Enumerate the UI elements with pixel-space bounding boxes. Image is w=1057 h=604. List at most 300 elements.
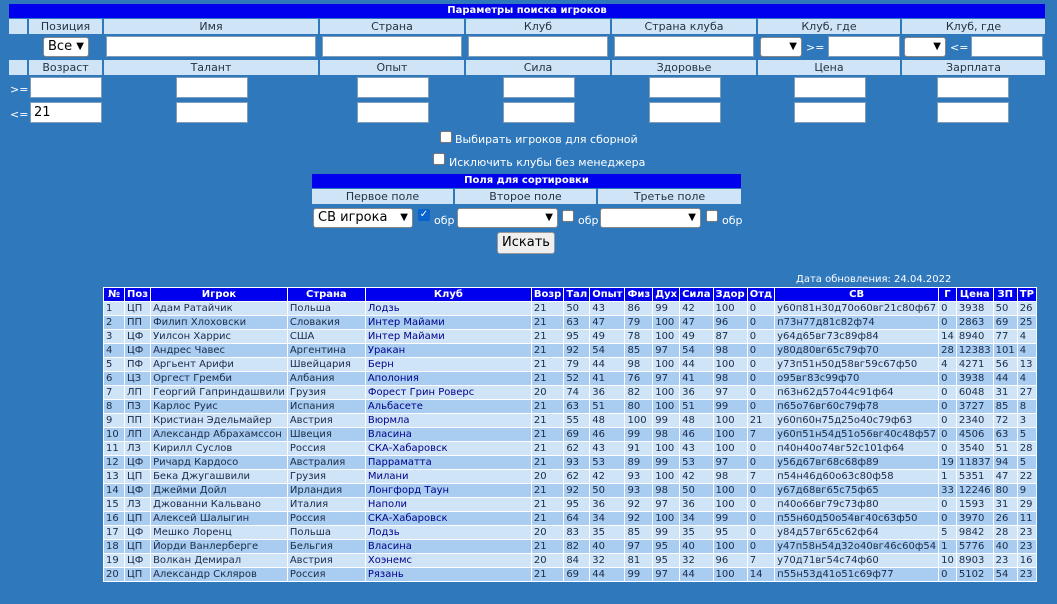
table-cell: ПП xyxy=(125,316,150,329)
table-cell: ЦП xyxy=(125,470,150,483)
table-cell: 100 xyxy=(714,442,747,455)
table-cell: 19 xyxy=(104,554,124,567)
table-cell: 95 xyxy=(564,498,589,511)
table-row xyxy=(104,372,1036,385)
search-panel-title: Параметры поиска игроков xyxy=(9,4,1045,18)
table-cell: п54н46д60о63с80ф58 xyxy=(775,470,938,483)
table-cell: 100 xyxy=(714,428,747,441)
table-cell: 63 xyxy=(564,316,589,329)
table-cell: 27 xyxy=(1018,386,1036,399)
table-cell: 2 xyxy=(104,316,124,329)
club-link[interactable]: Лодзь xyxy=(366,526,531,539)
club-link[interactable]: Хоэнемс xyxy=(366,554,531,567)
club-link[interactable]: СКА-Хабаровск xyxy=(366,442,531,455)
table-cell: 50 xyxy=(590,484,624,497)
table-cell: 100 xyxy=(653,386,679,399)
table-cell: 1 xyxy=(104,302,124,315)
table-cell: 4 xyxy=(1018,344,1036,357)
table-cell: 21 xyxy=(532,484,563,497)
sort-second-reverse-checkbox[interactable] xyxy=(562,210,574,222)
table-row xyxy=(104,358,1036,371)
talent-max-input[interactable] xyxy=(176,102,248,123)
table-cell: Аргентина xyxy=(288,344,365,357)
table-cell: 100 xyxy=(653,512,679,525)
table-cell: 62 xyxy=(564,470,589,483)
table-cell: 80 xyxy=(625,400,652,413)
table-cell: 26 xyxy=(994,512,1017,525)
table-cell: 0 xyxy=(939,302,956,315)
table-cell: 12 xyxy=(104,456,124,469)
table-cell: 100 xyxy=(653,470,679,483)
table-cell: 100 xyxy=(653,358,679,371)
column-header[interactable]: Тал xyxy=(566,289,588,300)
table-cell: 79 xyxy=(564,358,589,371)
table-cell: 0 xyxy=(939,512,956,525)
table-cell: 0 xyxy=(939,400,956,413)
table-cell: 21 xyxy=(532,302,563,315)
table-cell: у70д71вг54с74ф60 xyxy=(775,554,938,567)
table-cell: ЦЗ xyxy=(125,372,150,385)
table-cell: 21 xyxy=(532,414,563,427)
table-cell: ЛП xyxy=(125,428,150,441)
table-cell: 0 xyxy=(748,302,774,315)
salary-max-input[interactable] xyxy=(937,102,1009,123)
column-header[interactable]: Здор xyxy=(715,289,745,300)
table-cell: 21 xyxy=(532,358,563,371)
table-cell: 3938 xyxy=(957,372,993,385)
table-cell: 28 xyxy=(994,526,1017,539)
table-cell: 0 xyxy=(939,498,956,511)
table-cell: 23 xyxy=(994,554,1017,567)
table-cell: 21 xyxy=(748,414,774,427)
table-cell: 8940 xyxy=(957,330,993,343)
table-cell: ЦФ xyxy=(125,456,150,469)
salary-min-input[interactable] xyxy=(937,77,1009,98)
table-cell: 47 xyxy=(994,470,1017,483)
club-link[interactable]: Интер Майами xyxy=(366,330,531,343)
player-name-link[interactable]: Адам Ратайчик xyxy=(151,302,287,315)
column-header[interactable]: Клуб xyxy=(366,288,531,301)
table-cell: 0 xyxy=(748,442,774,455)
position-select[interactable] xyxy=(43,37,89,57)
table-row xyxy=(104,400,1036,413)
table-cell: 42 xyxy=(590,470,624,483)
row1-spacer xyxy=(9,19,27,34)
strength-min-input[interactable] xyxy=(503,77,575,98)
table-cell: у73п51н50д58вг59с67ф50 xyxy=(775,358,938,371)
price-min-input[interactable] xyxy=(794,77,866,98)
club-input[interactable] xyxy=(468,36,608,57)
player-name-link[interactable]: Георгий Гаприндашвили xyxy=(153,387,285,398)
table-cell: 9842 xyxy=(957,526,993,539)
club-where-2-select[interactable] xyxy=(904,37,946,57)
table-cell: 46 xyxy=(590,428,624,441)
table-cell: 52 xyxy=(564,372,589,385)
table-cell: 99 xyxy=(714,400,747,413)
club-where-1-input[interactable] xyxy=(828,36,900,57)
player-name-link[interactable]: Филип Хлоховски xyxy=(151,316,287,329)
table-cell: у64д65вг73с89ф84 xyxy=(775,330,938,343)
table-cell: 54 xyxy=(680,344,712,357)
table-cell: 16 xyxy=(1018,554,1036,567)
player-name-link[interactable]: Уилсон Харрис xyxy=(151,330,287,343)
table-cell: 11 xyxy=(104,442,124,455)
chevron-down-icon: ▼ xyxy=(688,212,696,223)
table-cell: 98 xyxy=(653,484,679,497)
table-cell: 100 xyxy=(714,498,747,511)
table-cell: 22 xyxy=(1018,470,1036,483)
strength-max-input[interactable] xyxy=(503,102,575,123)
player-name-link[interactable]: Кирилл Суслов xyxy=(151,442,287,455)
club-link[interactable]: Лодзь xyxy=(366,302,531,315)
table-cell: 5351 xyxy=(957,470,993,483)
club-link[interactable]: Альбасете xyxy=(366,400,531,413)
table-cell: 33 xyxy=(941,485,954,496)
table-cell: 29 xyxy=(1018,498,1036,511)
table-cell: 97 xyxy=(653,372,679,385)
column-header[interactable]: Опыт xyxy=(592,289,623,300)
club-link[interactable]: Аполония xyxy=(366,372,531,385)
player-name-link[interactable]: Аргьент Арифи xyxy=(151,358,287,371)
table-cell: Польша xyxy=(288,526,365,539)
table-cell: 43 xyxy=(590,442,624,455)
table-cell: 40 xyxy=(680,540,712,553)
player-name-link[interactable]: Йорди Ванлерберге xyxy=(151,540,287,553)
club-link[interactable]: Лонгфорд Таун xyxy=(366,484,531,497)
table-row xyxy=(104,540,1036,553)
table-header-row xyxy=(104,288,1036,301)
sort-first-header: Первое поле xyxy=(312,189,453,204)
table-cell: 92 xyxy=(625,512,652,525)
table-cell: ЦП xyxy=(125,568,150,581)
table-cell: у67д68вг65с75ф65 xyxy=(775,484,938,497)
table-cell: Ирландия xyxy=(288,484,365,497)
table-cell: 54 xyxy=(994,568,1017,581)
player-name-link[interactable]: Андрес Чавес xyxy=(151,344,287,357)
national-team-checkbox[interactable] xyxy=(440,131,452,143)
table-cell: 42 xyxy=(680,302,712,315)
health-max-input[interactable] xyxy=(649,102,721,123)
table-cell: 31 xyxy=(994,498,1017,511)
table-cell: 8 xyxy=(1018,400,1036,413)
table-cell: 0 xyxy=(748,484,774,497)
table-cell: 100 xyxy=(714,358,747,371)
table-cell: п55н53д41о51с69ф77 xyxy=(775,568,938,581)
table-cell: 1 xyxy=(939,470,956,483)
table-cell: 86 xyxy=(625,302,652,315)
health-min-input[interactable] xyxy=(649,77,721,98)
table-cell: 99 xyxy=(653,526,679,539)
experience-max-input[interactable] xyxy=(357,102,429,123)
table-cell: 96 xyxy=(714,316,747,329)
table-cell: 14 xyxy=(941,331,954,342)
table-cell: 3 xyxy=(104,330,124,343)
table-cell: у56д67вг68с68ф89 xyxy=(775,456,938,469)
table-cell: 99 xyxy=(653,456,679,469)
table-cell: 76 xyxy=(625,372,652,385)
column-header[interactable]: СВ xyxy=(775,288,938,301)
table-cell: 0 xyxy=(939,372,956,385)
player-name-link[interactable]: Оргест Гремби xyxy=(151,372,287,385)
results-table xyxy=(103,287,1037,582)
table-row xyxy=(104,386,1036,399)
table-cell: 99 xyxy=(625,428,652,441)
player-name-link[interactable]: Мешко Лоренц xyxy=(151,526,287,539)
table-row xyxy=(104,330,1036,343)
col-age: Возраст xyxy=(29,60,102,75)
table-cell: 100 xyxy=(653,400,679,413)
table-cell: 21 xyxy=(532,344,563,357)
table-cell: 47 xyxy=(680,316,712,329)
country-input[interactable] xyxy=(322,36,462,57)
player-name-link[interactable]: Карлос Руис xyxy=(151,400,287,413)
table-cell: 20 xyxy=(532,554,563,567)
table-cell: Грузия xyxy=(288,470,365,483)
table-cell: 3 xyxy=(1018,414,1036,427)
table-cell: 0 xyxy=(748,344,774,357)
table-row xyxy=(104,442,1036,455)
table-cell: 51 xyxy=(590,400,624,413)
table-cell: Швейцария xyxy=(288,358,365,371)
player-name-link[interactable]: Волкан Демирал xyxy=(151,554,287,567)
column-header[interactable]: Сила xyxy=(682,289,711,300)
club-link[interactable]: Милани xyxy=(366,470,531,483)
table-cell: 20 xyxy=(532,470,563,483)
table-cell: о95вг83с99ф70 xyxy=(775,372,938,385)
club-where-2-input[interactable] xyxy=(971,36,1043,57)
table-cell: 92 xyxy=(564,344,589,357)
table-cell: 0 xyxy=(939,414,956,427)
table-cell: 89 xyxy=(625,456,652,469)
table-cell: 0 xyxy=(748,330,774,343)
table-cell: 63 xyxy=(564,400,589,413)
club-link[interactable]: Наполи xyxy=(366,498,531,511)
club-where-2-op: <= xyxy=(950,41,969,54)
column-header[interactable]: ТР xyxy=(1019,289,1034,300)
table-cell: 0 xyxy=(939,316,956,329)
age-max-input[interactable] xyxy=(30,102,102,123)
table-cell: 53 xyxy=(590,456,624,469)
player-name-link[interactable]: Джейми Дойл xyxy=(151,484,287,497)
column-header[interactable]: Дух xyxy=(655,289,678,300)
table-cell: 69 xyxy=(994,316,1017,329)
club-link[interactable]: Уракан xyxy=(366,344,531,357)
sort-second-header: Второе поле xyxy=(455,189,596,204)
table-cell: 7 xyxy=(748,554,774,567)
table-cell: 15 xyxy=(104,498,124,511)
table-cell: 100 xyxy=(714,568,747,581)
sort-second-reverse-label: обр xyxy=(578,214,599,227)
min-row-op: >= xyxy=(10,83,29,96)
no-manager-label: Исключить клубы без менеджера xyxy=(449,156,646,169)
table-cell: 36 xyxy=(680,386,712,399)
price-max-input[interactable] xyxy=(794,102,866,123)
column-header[interactable]: Физ xyxy=(627,289,651,300)
player-name-link[interactable]: Джованни Кальвано xyxy=(151,498,287,511)
table-cell: 5 xyxy=(104,358,124,371)
table-cell: 81 xyxy=(625,554,652,567)
column-header[interactable]: Возр xyxy=(533,289,562,300)
table-cell: 63 xyxy=(994,428,1017,441)
chevron-down-icon: ▼ xyxy=(789,41,797,52)
sort-first-reverse-checkbox[interactable]: ✓ xyxy=(419,209,429,220)
table-cell: 49 xyxy=(590,330,624,343)
table-cell: 21 xyxy=(532,428,563,441)
club-link[interactable]: Берн xyxy=(366,358,531,371)
club-link[interactable]: Парраматта xyxy=(366,456,531,469)
table-cell: 0 xyxy=(939,568,956,581)
table-cell: 97 xyxy=(714,456,747,469)
table-cell: 50 xyxy=(564,302,589,315)
experience-min-input[interactable] xyxy=(357,77,429,98)
table-cell: Италия xyxy=(288,498,365,511)
table-cell: 0 xyxy=(748,526,774,539)
table-cell: 99 xyxy=(653,302,679,315)
player-name-link[interactable]: Кристиан Эдельмайер xyxy=(151,414,287,427)
table-cell: 40 xyxy=(590,540,624,553)
table-cell: 53 xyxy=(680,456,712,469)
table-cell: 100 xyxy=(714,414,747,427)
table-cell: 21 xyxy=(532,442,563,455)
table-cell: 8 xyxy=(104,400,124,413)
player-name-link[interactable]: Алексей Шалыгин xyxy=(151,512,287,525)
table-cell: 44 xyxy=(590,358,624,371)
table-cell: 21 xyxy=(532,568,563,581)
player-name-link[interactable]: Бека Джугашвили xyxy=(151,470,287,483)
table-cell: 4271 xyxy=(957,358,993,371)
table-row xyxy=(104,554,1036,567)
col-club-where-1: Клуб, где xyxy=(758,19,900,34)
chevron-down-icon: ▼ xyxy=(545,212,553,223)
column-header[interactable]: Отд xyxy=(749,289,773,300)
table-cell: Словакия xyxy=(288,316,365,329)
sort-third-select[interactable] xyxy=(600,208,701,228)
sort-panel-title: Поля для сортировки xyxy=(312,174,741,188)
table-cell: 69 xyxy=(564,568,589,581)
table-cell: 85 xyxy=(625,526,652,539)
table-cell: 93 xyxy=(625,470,652,483)
search-button[interactable]: Искать xyxy=(497,232,555,254)
table-cell: 35 xyxy=(680,526,712,539)
table-cell: 21 xyxy=(532,540,563,553)
player-name-link[interactable]: Александр Абрахамссон xyxy=(151,428,287,441)
table-cell: 101 xyxy=(995,345,1015,356)
table-cell: 11 xyxy=(1018,512,1036,525)
table-cell: 0 xyxy=(748,512,774,525)
table-cell: 50 xyxy=(994,302,1017,315)
table-cell: 51 xyxy=(994,442,1017,455)
table-cell: ЦП xyxy=(125,512,150,525)
table-cell: 32 xyxy=(590,554,624,567)
table-cell: ЦФ xyxy=(125,484,150,497)
table-cell: 95 xyxy=(564,330,589,343)
table-cell: 99 xyxy=(653,414,679,427)
table-cell: 97 xyxy=(653,568,679,581)
club-link[interactable]: Интер Майами xyxy=(366,316,531,329)
table-cell: 4 xyxy=(939,358,956,371)
column-header[interactable]: № xyxy=(104,288,124,301)
table-cell: 1 xyxy=(939,540,956,553)
club-link[interactable]: Вюрмла xyxy=(366,414,531,427)
table-cell: 34 xyxy=(680,512,712,525)
table-row xyxy=(104,414,1036,427)
table-cell: 85 xyxy=(994,400,1017,413)
table-cell: 43 xyxy=(680,442,712,455)
col-club: Клуб xyxy=(466,19,610,34)
table-cell: 64 xyxy=(564,512,589,525)
column-header[interactable]: Поз xyxy=(127,289,149,300)
table-cell: 100 xyxy=(714,484,747,497)
talent-min-input[interactable] xyxy=(176,77,248,98)
player-name-link[interactable]: Александр Скляров xyxy=(151,568,287,581)
table-cell: 74 xyxy=(564,386,589,399)
column-header[interactable]: Г xyxy=(939,288,956,301)
table-cell: п73н77д81с82ф74 xyxy=(775,316,938,329)
club-link[interactable]: Власина xyxy=(366,428,531,441)
table-cell: 26 xyxy=(1018,302,1036,315)
sort-second-select[interactable] xyxy=(457,208,558,228)
table-cell: 9 xyxy=(1018,484,1036,497)
col-country: Страна xyxy=(320,19,464,34)
table-cell: 0 xyxy=(748,540,774,553)
table-row xyxy=(104,344,1036,357)
table-cell: 8903 xyxy=(957,554,993,567)
col-club-country: Страна клуба xyxy=(612,19,756,34)
club-link[interactable]: СКА-Хабаровск xyxy=(366,512,531,525)
table-cell: США xyxy=(288,330,365,343)
table-cell: 21 xyxy=(532,400,563,413)
table-cell: ЦФ xyxy=(125,554,150,567)
column-header[interactable]: Цена xyxy=(957,288,993,301)
club-where-1-select[interactable] xyxy=(760,37,802,57)
update-date: Дата обновления: 24.04.2022 xyxy=(796,274,952,285)
table-cell: 87 xyxy=(714,330,747,343)
table-cell: 6048 xyxy=(957,386,993,399)
table-cell: 55 xyxy=(564,414,589,427)
sort-first-select[interactable] xyxy=(313,208,413,228)
col-talent: Талант xyxy=(104,60,318,75)
table-cell: 85 xyxy=(625,344,652,357)
table-cell: 36 xyxy=(590,498,624,511)
col-salary: Зарплата xyxy=(902,60,1045,75)
club-link[interactable]: Рязань xyxy=(366,568,531,581)
column-header[interactable]: ЗП xyxy=(994,288,1017,301)
name-input[interactable] xyxy=(106,36,316,57)
table-cell: 97 xyxy=(714,386,747,399)
column-header[interactable]: Страна xyxy=(288,288,365,301)
table-row xyxy=(104,428,1036,441)
club-link[interactable]: Форест Грин Роверс xyxy=(366,386,531,399)
club-country-input[interactable] xyxy=(614,36,754,57)
table-cell: 0 xyxy=(748,372,774,385)
table-cell: 100 xyxy=(653,316,679,329)
table-cell: ЦФ xyxy=(125,344,150,357)
no-manager-checkbox[interactable] xyxy=(433,153,445,165)
table-cell: ЛЗ xyxy=(125,442,150,455)
table-cell: 100 xyxy=(653,330,679,343)
table-cell: п65о76вг60с79ф78 xyxy=(775,400,938,413)
col-name: Имя xyxy=(104,19,318,34)
sort-third-reverse-checkbox[interactable] xyxy=(706,210,718,222)
table-cell: 28 xyxy=(1018,442,1036,455)
table-cell: Австрия xyxy=(288,554,365,567)
club-link[interactable]: Власина xyxy=(366,540,531,553)
table-cell: у80д80вг65с79ф70 xyxy=(775,344,938,357)
player-name-link[interactable]: Ричард Кардосо xyxy=(151,456,287,469)
column-header[interactable]: Игрок xyxy=(151,288,287,301)
age-min-input[interactable] xyxy=(30,77,102,98)
sort-third-reverse-label: обр xyxy=(722,214,743,227)
